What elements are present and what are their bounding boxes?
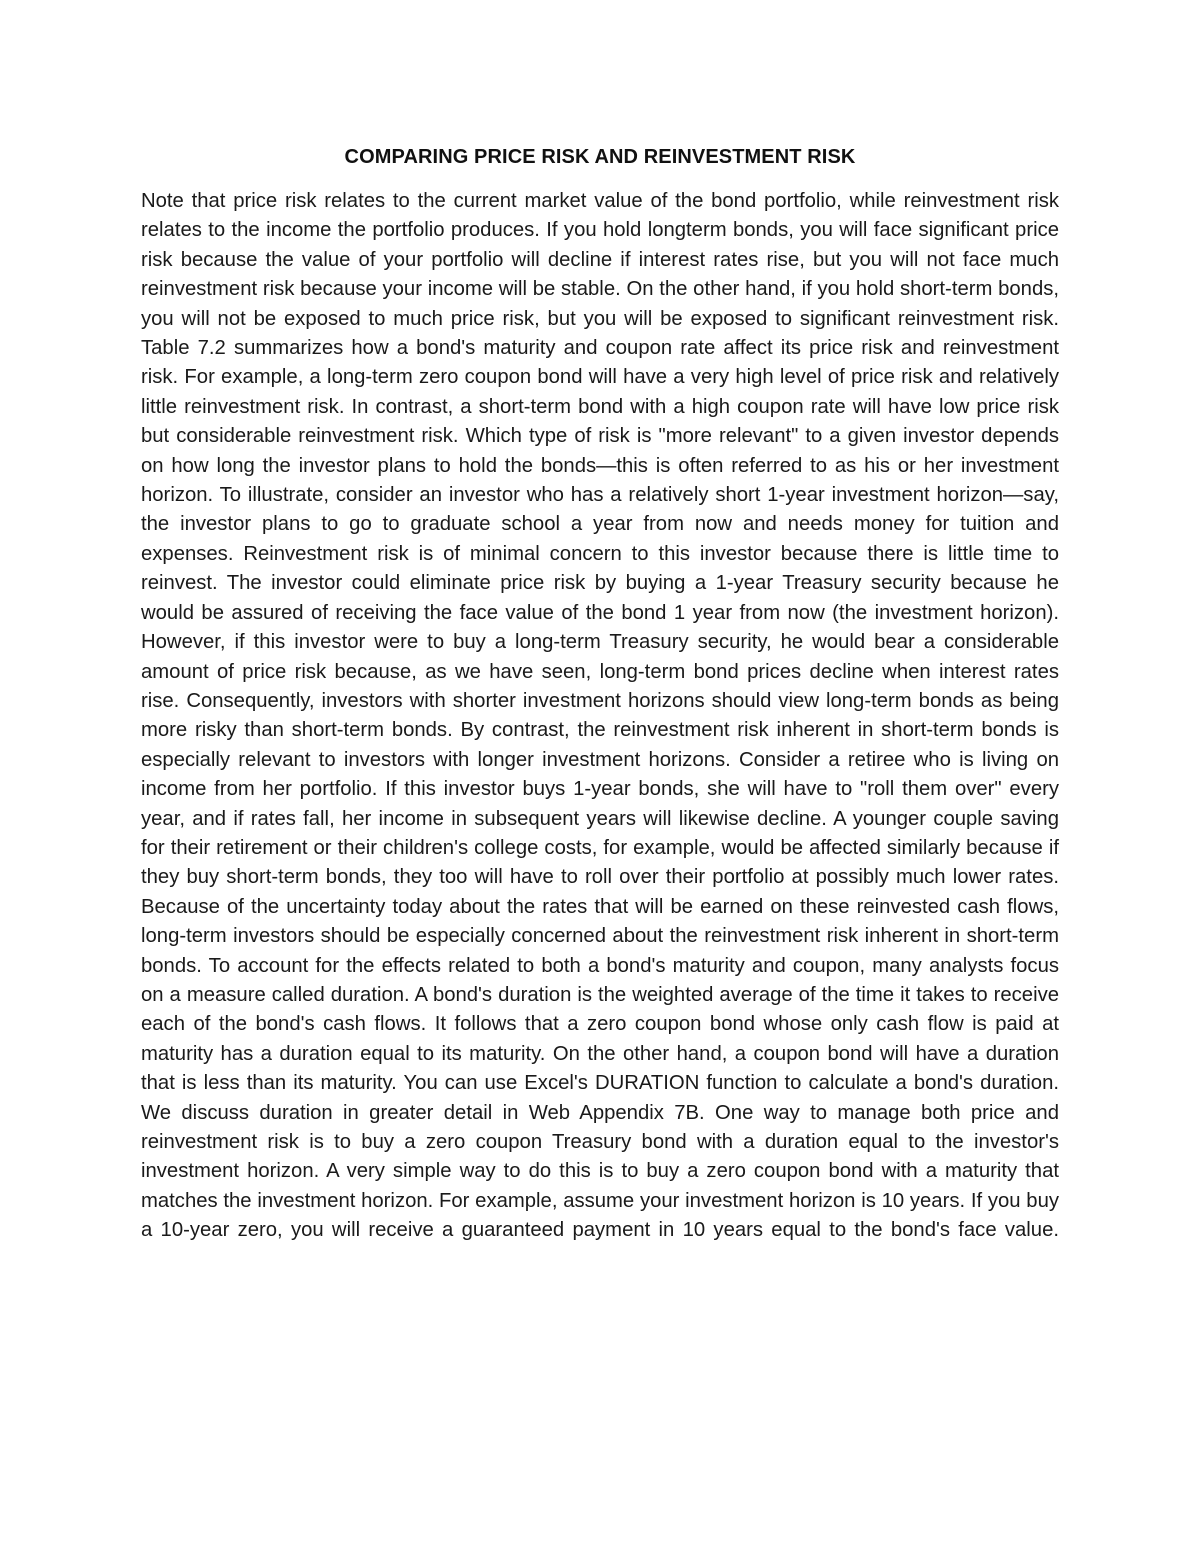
body-paragraph: Note that price risk relates to the current market value of the bond portfolio, while reinvestment risk relates to the income the portfolio produces. If you hold longterm bonds, you will face significant price risk because the value of your portfolio will decline if interest rates rise, but you will not face much reinvestment risk because your income will be stable. On the other hand, if you hold short-term bonds, you will not be exposed to much price risk, but you will be exposed to significant reinvestment risk. Table 7.2 summarizes how a bond's maturity and coupon rate affect its price risk and reinvestment risk. For example, a long-term zero coupon bond will have a very high level of price risk and relatively little reinvestment risk. In contrast, a short-term bond with a high coupon rate will have low price risk but considerable reinvestment risk. Which type of risk is "more relevant" to a given investor depends on how long the investor plans to hold the bonds—this is often referred to as his or her investment horizon. To illustrate, consider an investor who has a relatively short 1-year investment horizon—say, the investor plans to go to graduate school a year from now and needs money for tuition and expenses. Reinvestment risk is of minimal concern to this investor because there is little time to reinvest. The investor could eliminate price risk by buying a 1-year Treasury security because he would be assured of receiving the face value of the bond 1 year from now (the investment horizon). However, if this investor were to buy a long-term Treasury security, he would bear a considerable amount of price risk because, as we have seen, long-term bond prices decline when interest rates rise. Consequently, investors with shorter investment horizons should view long-term bonds as being more risky than short-term bonds. By contrast, the reinvestment risk inherent in short-term bonds is especially relevant to investors with longer investment horizons. Consider a retiree who is living on income from her portfolio. If this investor buys 1-year bonds, she will have to "roll them over" every year, and if rates fall, her income in subsequent years will likewise decline. A younger couple saving for their retirement or their children's college costs, for example, would be affected similarly because if they buy short-term bonds, they too will have to roll over their portfolio at possibly much lower rates. Because of the uncertainty today about the rates that will be earned on these reinvested cash flows, long-term investors should be especially concerned about the reinvestment risk inherent in short-term bonds. To account for the effects related to both a bond's maturity and coupon, many analysts focus on a measure called duration. A bond's duration is the weighted average of the time it takes to receive each of the bond's cash flows. It follows that a zero coupon bond whose only cash flow is paid at maturity has a duration equal to its maturity. On the other hand, a coupon bond will have a duration that is less than its maturity. You can use Excel's DURATION function to calculate a bond's duration. We discuss duration in greater detail in Web Appendix 7B. One way to manage both price and reinvestment risk is to buy a zero coupon Treasury bond with a duration equal to the investor's investment horizon. A very simple way to do this is to buy a zero coupon bond with a maturity that matches the investment horizon. For example, assume your investment horizon is 10 years. If you buy a 10-year zero, you will receive a guaranteed payment in 10 years equal to the bond's face value. bbox=[141, 190, 1059, 1242]
document-title: COMPARING PRICE RISK AND REINVESTMENT RISK bbox=[344, 146, 856, 168]
